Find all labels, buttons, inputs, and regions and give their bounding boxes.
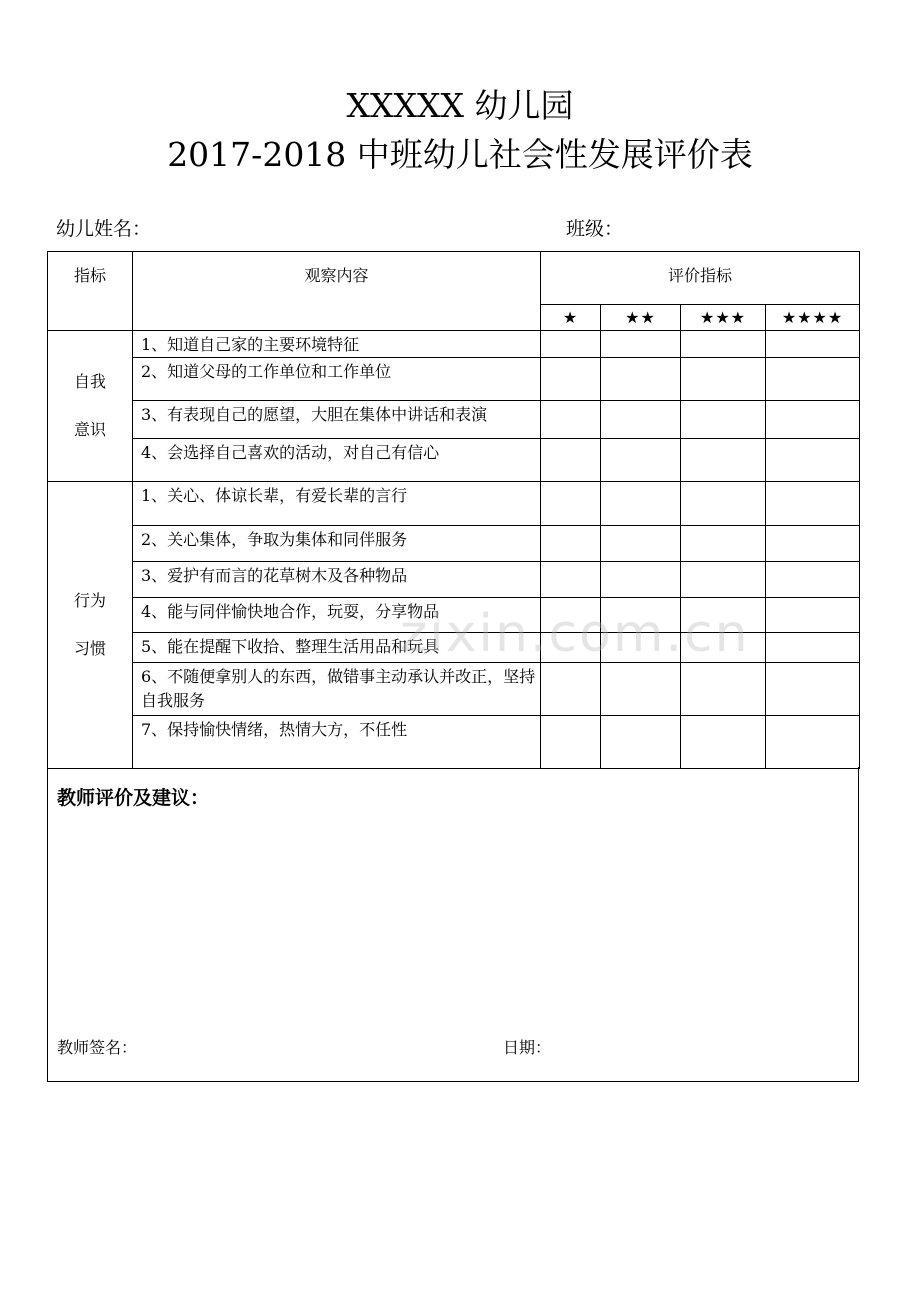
table-row-item: 7、保持愉快情绪，热情大方，不任性 — [133, 716, 541, 769]
rating-cell[interactable] — [766, 439, 860, 482]
rating-cell[interactable] — [601, 331, 681, 358]
watermark: zixin.com.cn — [400, 604, 750, 664]
rating-cell[interactable] — [541, 562, 601, 598]
title-school: XXXXX 幼儿园 — [346, 86, 574, 125]
rating-cell[interactable] — [766, 358, 860, 401]
rating-level-2: ★★ — [601, 305, 681, 331]
rating-cell[interactable] — [541, 439, 601, 482]
title-form: 2017-2018 中班幼儿社会性发展评价表 — [167, 135, 753, 174]
rating-cell[interactable] — [681, 358, 766, 401]
rating-cell[interactable] — [766, 401, 860, 439]
rating-cell[interactable] — [681, 716, 766, 769]
category-self-awareness — [48, 331, 133, 482]
table-row-item: 5、能在提醒下收拾、整理生活用品和玩具 — [133, 633, 541, 663]
rating-cell[interactable] — [766, 663, 860, 716]
rating-cell[interactable] — [681, 331, 766, 358]
class-label: 班级： — [566, 218, 624, 240]
rating-cell[interactable] — [681, 562, 766, 598]
rating-cell[interactable] — [681, 663, 766, 716]
rating-cell[interactable] — [601, 716, 681, 769]
table-row-item: 1、知道自己家的主要环境特征 — [133, 331, 541, 358]
table-row-item: 1、关心、体谅长辈，有爱长辈的言行 — [133, 482, 541, 526]
rating-cell[interactable] — [766, 633, 860, 663]
rating-cell[interactable] — [601, 663, 681, 716]
category-label: 习惯 — [73, 639, 106, 658]
rating-cell[interactable] — [541, 358, 601, 401]
rating-cell[interactable] — [766, 482, 860, 526]
rating-level-3: ★★★ — [681, 305, 766, 331]
rating-level-4: ★★★★ — [766, 305, 860, 331]
rating-cell[interactable] — [541, 526, 601, 562]
rating-cell[interactable] — [601, 401, 681, 439]
table-row-item: 6、不随便拿别人的东西，做错事主动承认并改正，坚持自我服务 — [133, 663, 541, 716]
teacher-comment-label: 教师评价及建议： — [57, 787, 210, 809]
rating-cell[interactable] — [766, 716, 860, 769]
rating-cell[interactable] — [766, 562, 860, 598]
table-row-item: 2、关心集体，争取为集体和同伴服务 — [133, 526, 541, 562]
table-row-item: 4、能与同伴愉快地合作，玩耍，分享物品 — [133, 598, 541, 633]
rating-cell[interactable] — [541, 401, 601, 439]
category-label: 行为 — [73, 591, 106, 610]
date-label: 日期： — [503, 1038, 552, 1057]
rating-cell[interactable] — [541, 331, 601, 358]
rating-cell[interactable] — [766, 598, 860, 633]
header-rating: 评价指标 — [541, 252, 860, 305]
rating-cell[interactable] — [601, 562, 681, 598]
rating-cell[interactable] — [601, 526, 681, 562]
rating-cell[interactable] — [601, 482, 681, 526]
category-label: 意识 — [73, 420, 106, 439]
rating-cell[interactable] — [681, 401, 766, 439]
category-behavior-habits — [48, 482, 133, 769]
table-row-item: 4、会选择自己喜欢的活动，对自己有信心 — [133, 439, 541, 482]
teacher-signature-label: 教师签名： — [57, 1038, 138, 1057]
rating-cell[interactable] — [601, 439, 681, 482]
category-label: 自我 — [73, 372, 106, 391]
evaluation-table — [47, 251, 860, 769]
table-row-item: 2、知道父母的工作单位和工作单位 — [133, 358, 541, 401]
rating-level-1: ★ — [541, 305, 601, 331]
rating-cell[interactable] — [681, 439, 766, 482]
table-row-item: 3、爱护有而言的花草树木及各种物品 — [133, 562, 541, 598]
rating-cell[interactable] — [681, 526, 766, 562]
rating-cell[interactable] — [681, 482, 766, 526]
child-name-label: 幼儿姓名： — [56, 218, 152, 240]
header-indicator: 指标 — [48, 252, 133, 331]
teacher-comment-box[interactable] — [47, 767, 859, 1082]
rating-cell[interactable] — [541, 716, 601, 769]
rating-cell[interactable] — [766, 526, 860, 562]
header-content: 观察内容 — [133, 252, 541, 331]
rating-cell[interactable] — [541, 663, 601, 716]
table-row-item: 3、有表现自己的愿望，大胆在集体中讲话和表演 — [133, 401, 541, 439]
rating-cell[interactable] — [601, 358, 681, 401]
rating-cell[interactable] — [766, 331, 860, 358]
rating-cell[interactable] — [541, 482, 601, 526]
